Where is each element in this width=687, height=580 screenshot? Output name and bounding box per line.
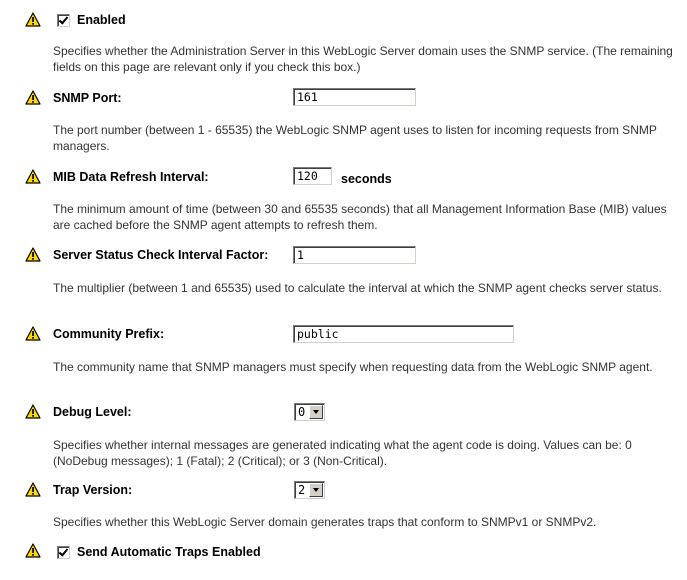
community-prefix-label: Community Prefix:: [53, 327, 165, 341]
snmp-port-input[interactable]: 161: [293, 88, 416, 106]
debug-level-label: Debug Level:: [53, 405, 132, 419]
trap-version-description: Specifies whether this WebLogic Server domain generates traps that conform to SNMPv1 or SNMPv2.: [53, 515, 597, 529]
mib-refresh-input[interactable]: 120: [293, 167, 332, 185]
trap-version-value: 2: [298, 483, 306, 497]
chevron-down-icon[interactable]: [309, 483, 323, 497]
warning-triangle-icon: [25, 247, 41, 262]
debug-level-description: Specifies whether internal messages are generated indicating what the agent code is doing. Values can be: 0 (NoDebug messages); 1 (Fatal); 2 (Critical); or 3 (Non-Critical).: [53, 438, 632, 468]
enabled-description: Specifies whether the Administration Server in this WebLogic Server domain uses the SNMP service. (The remaining fields on this page are relevant only if you check this box.): [53, 44, 673, 74]
snmp-port-description: The port number (between 1 - 65535) the WebLogic SNMP agent uses to listen for incoming requests from SNMP managers.: [53, 123, 657, 153]
checkmark-icon: [59, 546, 69, 556]
community-prefix-description: The community name that SNMP managers must specify when requesting data from the WebLogic SNMP agent.: [53, 360, 653, 374]
debug-level-select[interactable]: [294, 403, 325, 421]
enabled-label: Enabled: [77, 13, 126, 27]
warning-triangle-icon: [25, 543, 41, 558]
auto-traps-checkbox[interactable]: [57, 546, 70, 559]
warning-triangle-icon: [25, 90, 41, 105]
warning-triangle-icon: [25, 482, 41, 497]
checkmark-icon: [59, 14, 69, 24]
mib-refresh-label: MIB Data Refresh Interval:: [53, 170, 209, 184]
mib-refresh-unit: seconds: [341, 172, 392, 186]
status-factor-label: Server Status Check Interval Factor:: [53, 248, 269, 262]
trap-version-label: Trap Version:: [53, 483, 133, 497]
snmp-port-label: SNMP Port:: [53, 91, 122, 105]
warning-triangle-icon: [25, 169, 41, 184]
mib-refresh-description: The minimum amount of time (between 30 and 65535 seconds) that all Management Information Base (MIB) values are cached before the SNMP agent attempts to refresh them.: [53, 202, 667, 232]
chevron-down-icon[interactable]: [309, 405, 323, 419]
auto-traps-label: Send Automatic Traps Enabled: [77, 545, 261, 559]
enabled-checkbox[interactable]: [57, 14, 70, 27]
warning-triangle-icon: [25, 404, 41, 419]
trap-version-select[interactable]: [294, 481, 325, 499]
status-factor-description: The multiplier (between 1 and 65535) used to calculate the interval at which the SNMP agent checks server status.: [53, 281, 662, 295]
warning-triangle-icon: [25, 326, 41, 341]
community-prefix-input[interactable]: public: [293, 325, 514, 343]
warning-triangle-icon: [25, 12, 41, 27]
status-factor-input[interactable]: 1: [293, 246, 416, 264]
debug-level-value: 0: [298, 405, 306, 419]
